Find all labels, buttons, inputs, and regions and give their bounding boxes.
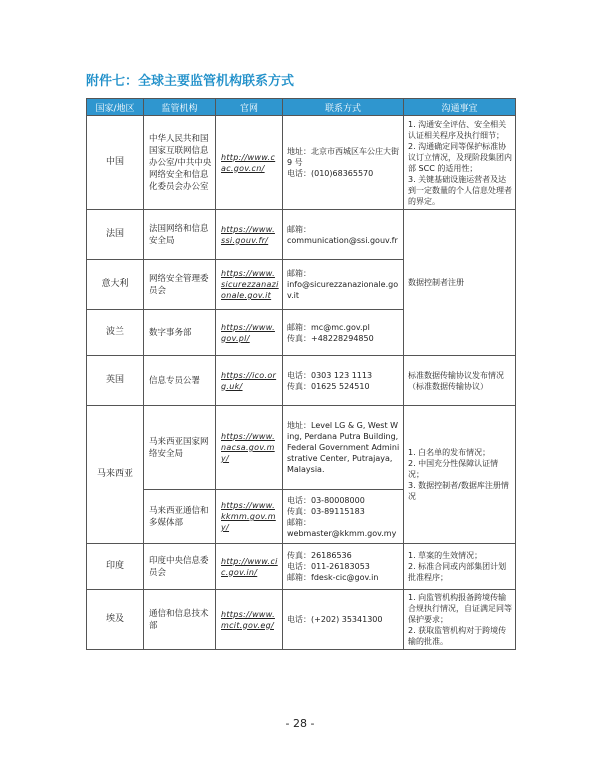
notes-line: 标准数据传输协议发布情况 [408,370,504,380]
region-cell: 中国 [87,116,144,210]
contact-line: 传真：+48228294850 [287,333,374,343]
agency-cell: 马来西亚国家网络安全局 [144,406,216,490]
notes-line: 2. 中国充分性保障认证情况； [408,459,499,479]
table-row [87,356,516,406]
contact-cell [283,210,404,260]
contact-line: 邮箱：mc@mc.gov.pl [287,322,370,332]
contact-cell [283,310,404,356]
header-contact: 联系方式 [283,99,404,116]
notes-line: 2. 标准合同或内部集团计划批准程序； [408,562,507,582]
contact-cell [283,590,404,650]
contact-line: 邮箱： [287,269,311,278]
notes-cell [404,590,516,650]
notes-line: 3. 数据控制者/数据库注册情况 [408,481,509,501]
agency-cell: 法国网络和信息安全局 [144,210,216,260]
region-cell: 马来西亚 [87,406,144,544]
table-row [87,116,516,210]
notes-line: 1. 草案的生效情况； [408,551,483,560]
notes-line: 1. 向监管机构报备跨境传输合规执行情况，自证满足同等保护要求； [408,593,512,624]
table-row [87,210,516,260]
website-link[interactable]: https://www.kkmm.gov.my/ [216,490,283,544]
region-cell: 波兰 [87,310,144,356]
page-title: 附件七：全球主要监管机构联系方式 [86,74,295,89]
regulator-contacts-table [86,98,516,650]
contact-line: 电话：(010)68365570 [287,169,374,178]
header-region: 国家/地区 [87,99,144,116]
notes-cell: 数据控制者注册 [404,210,516,356]
contact-cell [283,116,404,210]
header-website: 官网 [216,99,283,116]
region-cell: 埃及 [87,590,144,650]
contact-line: 传真：01625 524510 [287,381,370,391]
contact-line: 电话：(+202) 35341300 [287,615,383,624]
agency-cell: 中华人民共和国国家互联网信息办公室/中共中央网络安全和信息化委员会办公室 [144,116,216,210]
notes-line: 2. 沟通确定同等保护标准协议订立情况，及现阶段集团内部 SCC 的适用性； [408,141,512,173]
website-link[interactable]: https://www.ssi.gouv.fr/ [216,210,283,260]
region-cell: 印度 [87,544,144,590]
agency-cell: 印度中央信息委员会 [144,544,216,590]
agency-cell: 通信和信息技术部 [144,590,216,650]
contact-line: info@sicurezzanazionale.gov.it [287,280,399,300]
contact-line: 传真：03-89115183 [287,506,365,516]
notes-line: 1. 白名单的发布情况； [408,448,491,457]
contact-line: communication@ssi.gouv.fr [287,235,398,245]
agency-cell: 马来西亚通信和多媒体部 [144,490,216,544]
website-link[interactable]: https://www.gov.pl/ [216,310,283,356]
contact-cell [283,544,404,590]
contact-line: 电话：03-80008000 [287,495,365,505]
contact-line: 电话：011-26183053 [287,562,370,571]
page-number: - 28 - [285,717,315,730]
website-link[interactable]: http://www.cic.gov.in/ [216,544,283,590]
notes-cell [404,406,516,544]
contact-line: 地址：Level LG & G, West Wing, Perdana Putra Building, Federal Government Administrative Center, Putrajaya, Malaysia. [287,421,400,474]
header-agency: 监管机构 [144,99,216,116]
website-link[interactable]: https://www.mcit.gov.eg/ [216,590,283,650]
region-cell: 意大利 [87,260,144,310]
agency-cell: 网络安全管理委员会 [144,260,216,310]
agency-cell: 信息专员公署 [144,356,216,406]
contact-line: webmaster@kkmm.gov.my [287,528,397,538]
table-row [87,406,516,490]
header-notes: 沟通事宜 [404,99,516,116]
contact-line: 电话：0303 123 1113 [287,370,373,380]
agency-cell: 数字事务部 [144,310,216,356]
notes-line: （标准数据传输协议） [408,381,488,391]
website-link[interactable]: https://ico.org.uk/ [216,356,283,406]
contact-line: 地址：北京市西城区车公庄大街 9 号 [287,147,399,167]
table-row [87,590,516,650]
contact-line: 传真：26186536 [287,551,352,560]
contact-line: 邮箱： [287,517,311,527]
contact-line: 邮箱：fdesk-cic@gov.in [287,573,379,582]
notes-cell [404,116,516,210]
notes-cell [404,544,516,590]
region-cell: 法国 [87,210,144,260]
contact-cell [283,356,404,406]
website-link[interactable]: http://www.cac.gov.cn/ [216,116,283,210]
region-cell: 英国 [87,356,144,406]
notes-line: 2. 获取监管机构对于跨境传输的批准。 [408,626,507,646]
notes-line: 1. 沟通安全评估、安全相关认证相关程序及执行细节； [408,119,507,140]
notes-cell [404,356,516,406]
website-link[interactable]: https://www.sicurezzanazionale.gov.it [216,260,283,310]
contact-cell [283,490,404,544]
table-header-row [87,99,516,116]
table-row [87,544,516,590]
notes-line: 3. 关键基础设施运营者及达到一定数量的个人信息处理者的界定。 [408,174,512,206]
contact-cell [283,260,404,310]
contact-line: 邮箱： [287,224,311,234]
contact-cell [283,406,404,490]
website-link[interactable]: https://www.nacsa.gov.my/ [216,406,283,490]
